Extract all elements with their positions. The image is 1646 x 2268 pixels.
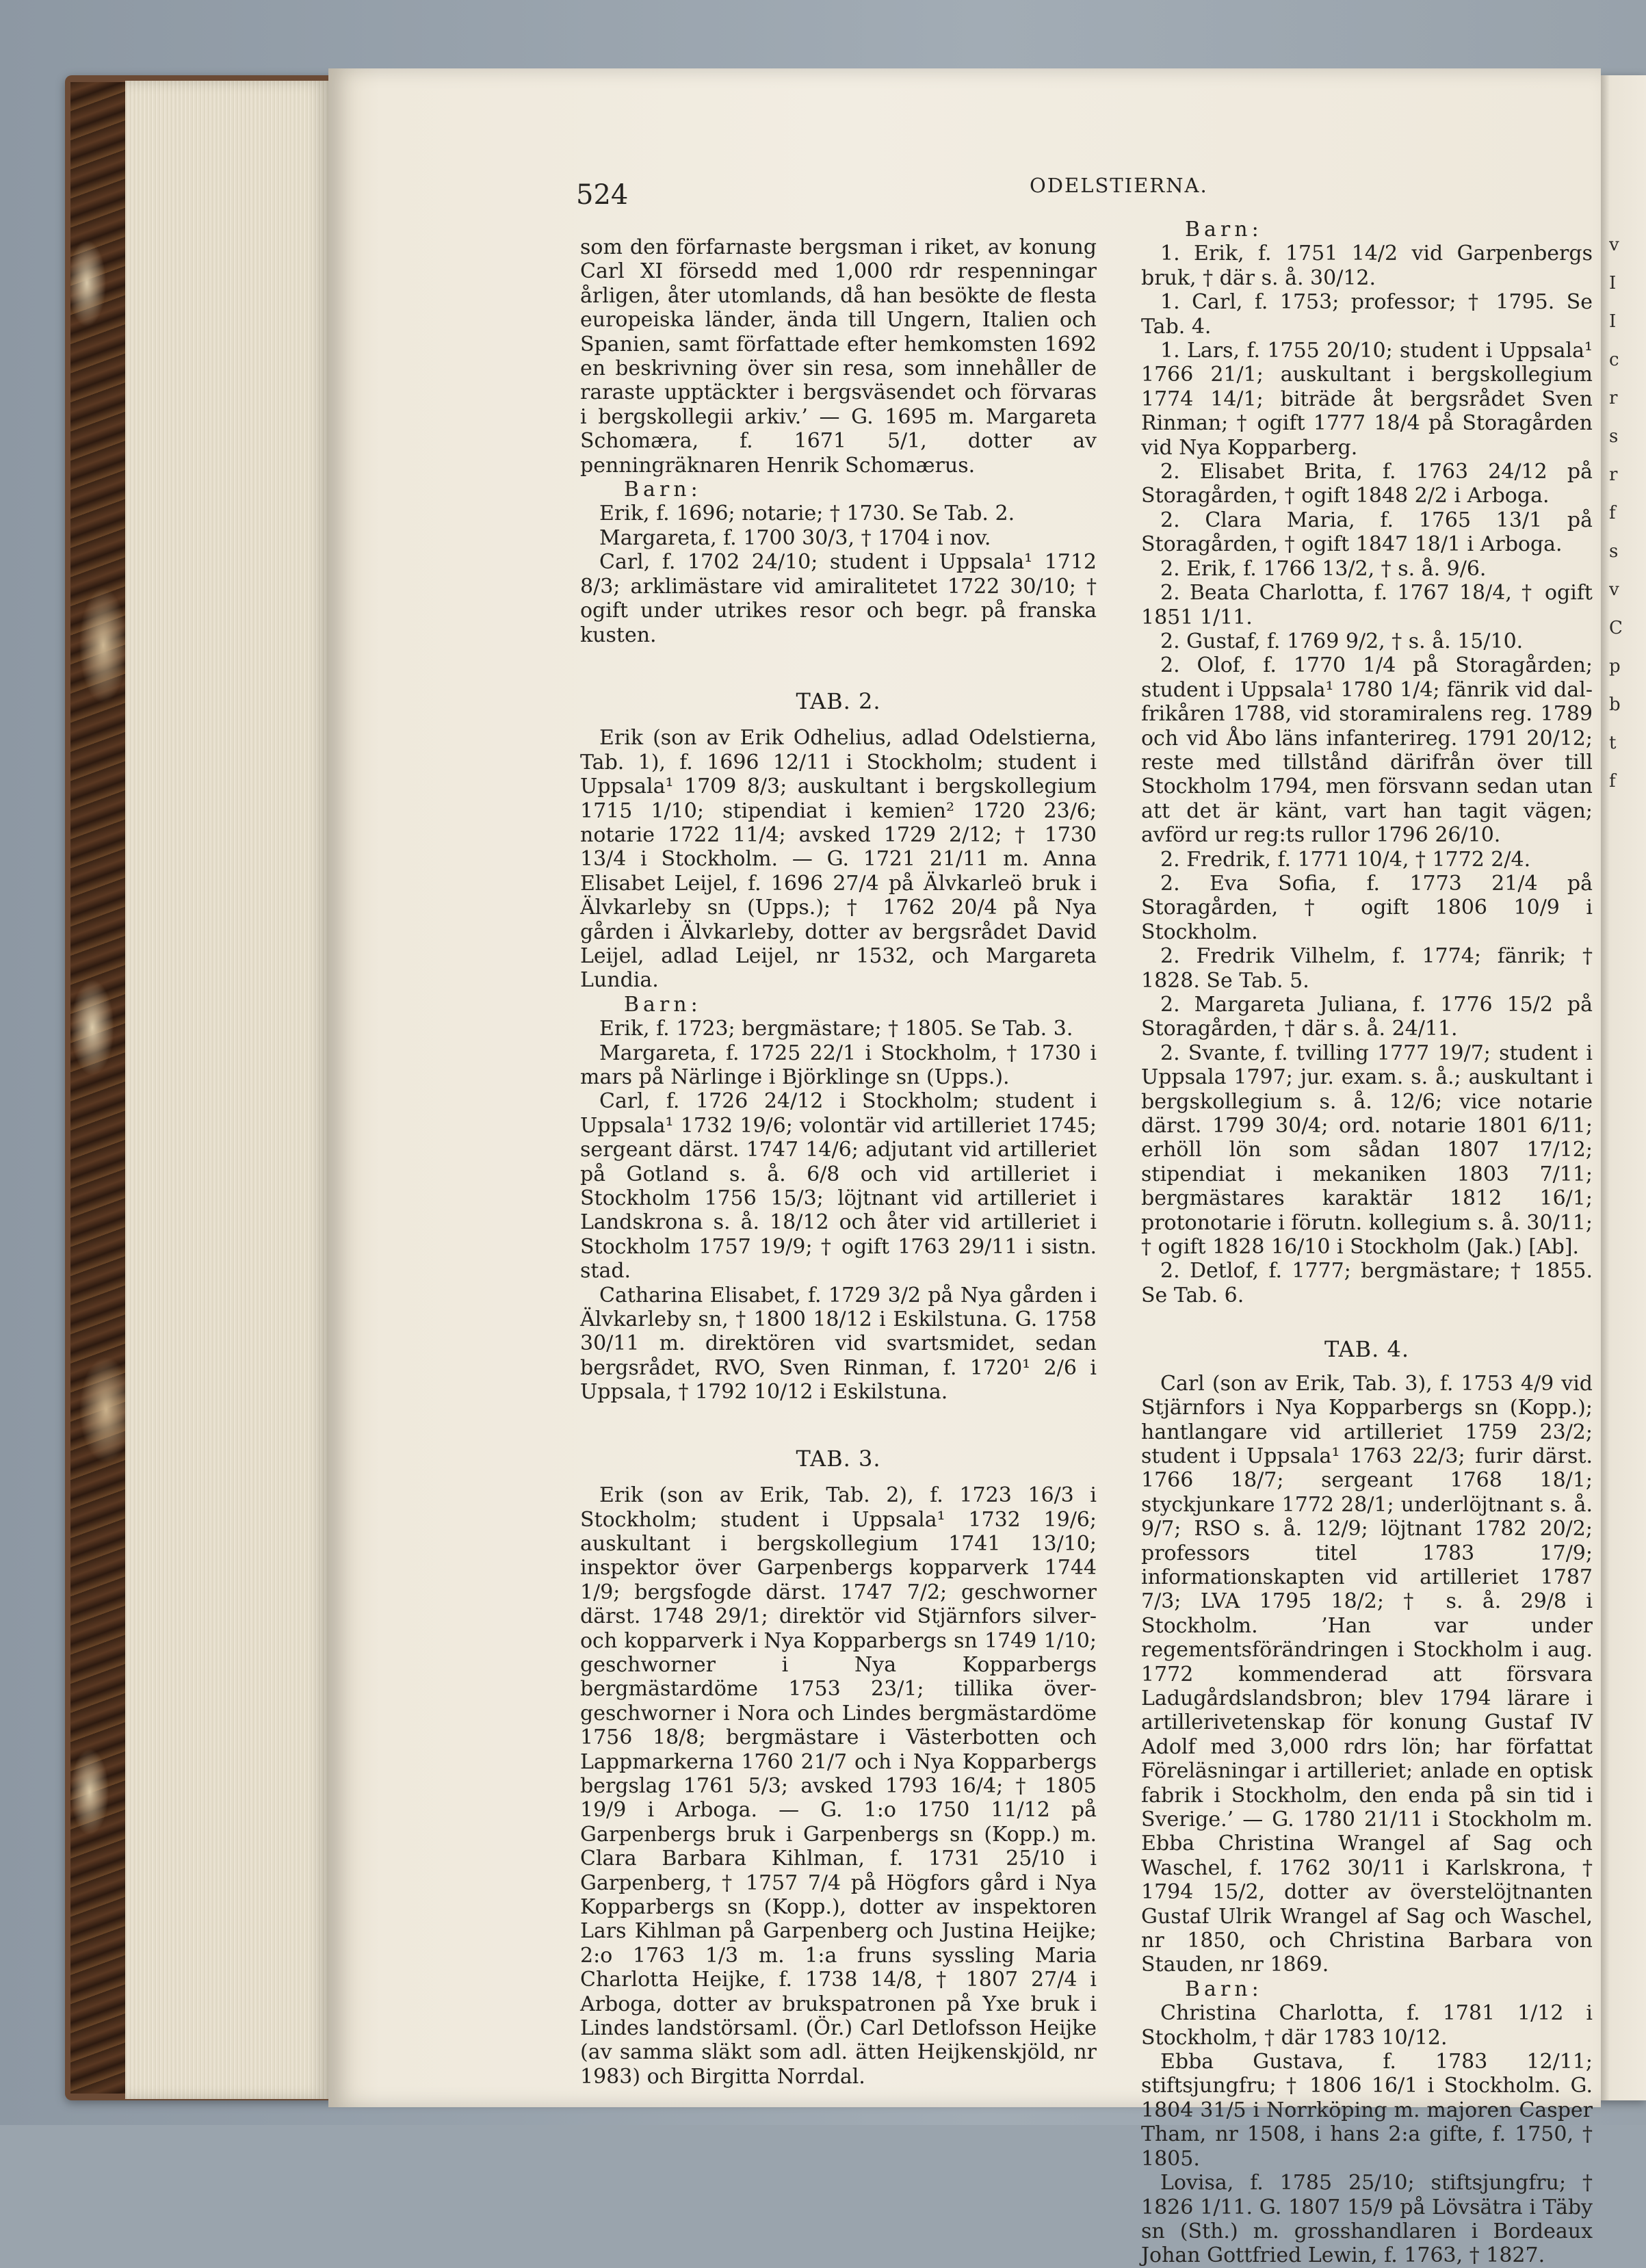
child-entry: Erik, f. 1723; bergmästare; † 1805. Se Tab. 3. bbox=[599, 1017, 1073, 1041]
children-label: Barn: bbox=[1185, 218, 1263, 242]
child-entry: 2. Clara Maria, f. 1765 13/1 på Storagården, † ogift 1847 18/1 i Arboga. bbox=[1141, 508, 1593, 557]
child-entry: Erik, f. 1696; notarie; † 1730. Se Tab. 2. bbox=[599, 501, 1015, 526]
next-page-fragment: p bbox=[1609, 656, 1621, 677]
children-label: Barn: bbox=[624, 992, 702, 1017]
child-entry: Carl, f. 1702 24/10; student i Uppsala¹ 1712 8/3; arklimästare vid amiralitetet 1722 30/10; † ogift under utrikes resor och begr. på franska kusten. bbox=[580, 550, 1097, 647]
child-entry: 2. Olof, f. 1770 1/4 på Storagården; student i Uppsala¹ 1780 1/4; fänrik vid dal-frikåren 1788, vid storamiralens reg. 1789 och vid Åbo läns infanterireg. 1791 20/12; reste med tillstånd därifrån över till Stockholm 1794, men försvann sedan utan att det är känt, vart han tagit vägen; avförd ur reg:ts rullor 1796 26/10. bbox=[1141, 653, 1593, 848]
child-entry: 2. Erik, f. 1766 13/2, † s. å. 9/6. bbox=[1160, 556, 1487, 581]
body-paragraph: som den förfarnaste bergsman i riket, av konung Carl XI försedd med 1,000 rdr respenningar årligen, åter utomlands, då han besökte de flesta europeiska länder, ända till Ungern, Italien och Spanien, samt författade efter hemkomsten 1692 en beskrivning över sin resa, som innehåller de raraste upptäckter i bergsväsendet och förvaras i bergskollegii arkiv.’ — G. 1695 m. Margareta Schomæra, f. 1671 5/1, dotter av penningräknaren Henrik Schomærus. bbox=[580, 235, 1097, 478]
next-page-fragment: I bbox=[1609, 311, 1617, 332]
children-label: Barn: bbox=[1185, 1977, 1263, 2001]
next-page-fragment: b bbox=[1609, 694, 1621, 715]
child-entry: 2. Eva Sofia, f. 1773 21/4 på Storagården, † ogift 1806 10/9 i Stockholm. bbox=[1141, 871, 1593, 944]
child-entry: Catharina Elisabet, f. 1729 3/2 på Nya gården i Älvkarleby sn, † 1800 18/12 i Eskilstuna. G. 1758 30/11 m. direktören vid svartsmidet, sedan bergsrådet, RVO, Sven Rinman, f. 1720¹ 2/6 i Uppsala, † 1792 10/12 i Eskilstuna. bbox=[580, 1283, 1097, 1405]
child-entry: 2. Elisabet Brita, f. 1763 24/12 på Storagården, † ogift 1848 2/2 i Arboga. bbox=[1141, 460, 1593, 508]
body-paragraph: Erik (son av Erik Odhelius, adlad Odelstierna, Tab. 1), f. 1696 12/11 i Stockholm; student i Uppsala¹ 1709 8/3; auskultant i bergskollegium 1715 1/10; stipendiat i kemien² 1720 23/6; notarie 1722 11/4; avsked 1729 2/12; † 1730 13/4 i Stockholm. — G. 1721 21/11 m. Anna Elisabet Leijel, f. 1696 27/4 på Älvkarleö bruk i Älvkarleby sn (Upps.); † 1762 20/4 på Nya gården i Älvkarleby, dotter av bergsrådet David Leijel, adlad Leijel, nr 1532, och Margareta Lundia. bbox=[580, 726, 1097, 993]
child-entry: Margareta, f. 1725 22/1 i Stockholm, † 1730 i mars på Närlinge i Björklinge sn (Upps.). bbox=[580, 1041, 1097, 1089]
next-page-fragment: v bbox=[1609, 235, 1619, 255]
child-entry: Christina Charlotta, f. 1781 1/12 i Stockholm, † där 1783 10/12. bbox=[1141, 2001, 1593, 2050]
children-label: Barn: bbox=[624, 478, 702, 502]
right-column bbox=[1141, 218, 1593, 2268]
next-page-fragment: r bbox=[1609, 465, 1618, 485]
section-heading: TAB. 3. bbox=[796, 1445, 881, 1472]
next-page-fragment: s bbox=[1609, 541, 1619, 562]
body-paragraph: Erik (son av Erik, Tab. 2), f. 1723 16/3 i Stockholm; student i Uppsala¹ 1732 19/6; auskultant i bergskollegium 1741 13/10; inspektor över Garpenbergs kopparverk 1744 1/9; bergsfogde därst. 1747 7/2; geschworner därst. 1748 29/1; direktör vid Stjärnfors silver- och kopparverk i Nya Kopparbergs sn 1749 1/10; geschworner i Nya Kopparbergs bergmästardöme 1753 23/1; tillika över-geschworner i Nora och Lindes bergmästardöme 1756 18/8; bergmästare i Västerbotten och Lappmarkerna 1760 21/7 och i Nya Kopparbergs bergslag 1761 5/3; avsked 1793 16/4; † 1805 19/9 i Arboga. — G. 1:o 1750 11/12 på Garpenbergs bruk i Garpenbergs sn (Kopp.) m. Clara Barbara Kihlman, f. 1731 25/10 i Garpenberg, † 1757 7/4 på Högfors gård i Nya Kopparbergs sn (Kopp.), dotter av inspektoren Lars Kihlman på Garpenberg och Justina Heijke; 2:o 1763 1/3 m. 1:a fruns syssling Maria Charlotta Heijke, f. 1738 14/8, † 1807 27/4 i Arboga, dotter av brukspatronen på Yxe bruk i Lindes landstörsaml. (Ör.) Carl Detlofsson Heijke (av samma släkt som adl. ätten Heijkenskjöld, nr 1983) och Birgitta Norrdal. bbox=[580, 1483, 1097, 2089]
next-page-fragment: v bbox=[1609, 579, 1619, 600]
child-entry: Lovisa, f. 1785 25/10; stiftsjungfru; † 1826 1/11. G. 1807 15/9 på Lövsätra i Täby sn (Sth.) m. grosshandlaren i Bordeaux Johan Gottfried Lewin, f. 1763, † 1827. bbox=[1141, 2171, 1593, 2268]
child-entry: 2. Fredrik Vilhelm, f. 1774; fänrik; † 1828. Se Tab. 5. bbox=[1141, 944, 1593, 993]
next-page-fragment: r bbox=[1609, 388, 1618, 408]
next-page-fragment: C bbox=[1609, 618, 1623, 638]
child-entry: 2. Beata Charlotta, f. 1767 18/4, † ogift 1851 1/11. bbox=[1141, 581, 1593, 629]
child-entry: 2. Gustaf, f. 1769 9/2, † s. å. 15/10. bbox=[1160, 629, 1524, 653]
child-entry: Margareta, f. 1700 30/3, † 1704 i nov. bbox=[599, 525, 991, 550]
running-head: ODELSTIERNA. bbox=[1030, 174, 1208, 197]
next-page-fragment: t bbox=[1609, 733, 1617, 753]
next-page-fragment: c bbox=[1609, 350, 1619, 370]
child-entry: 2. Fredrik, f. 1771 10/4, † 1772 2/4. bbox=[1160, 847, 1531, 872]
child-entry: Carl, f. 1726 24/12 i Stockholm; student i Uppsala¹ 1732 19/6; volontär vid artilleriet 1745; sergeant därst. 1747 14/6; adjutant vid artilleriet på Gotland s. å. 6/8 och vid artilleriet i Stockholm 1756 15/3; löjtnant vid artilleriet i Landskrona s. å. 18/12 och åter vid artilleriet i Stockholm 1757 19/9; † ogift 1763 29/11 i sistn. stad. bbox=[580, 1089, 1097, 1283]
child-entry: 2. Detlof, f. 1777; bergmästare; † 1855. Se Tab. 6. bbox=[1141, 1259, 1593, 1307]
child-entry: Ebba Gustava, f. 1783 12/11; stiftsjungfru; † 1806 16/1 i Stockholm. G. 1804 31/5 i Norrköping m. majoren Casper Tham, nr 1508, i hans 2:a gifte, f. 1750, † 1805. bbox=[1141, 2050, 1593, 2171]
page-block-edge bbox=[125, 81, 330, 2099]
child-entry: 1. Carl, f. 1753; professor; † 1795. Se Tab. 4. bbox=[1141, 290, 1593, 339]
section-heading: TAB. 4. bbox=[1324, 1336, 1410, 1363]
child-entry: 2. Margareta Juliana, f. 1776 15/2 på Storagården, † där s. å. 24/11. bbox=[1141, 993, 1593, 1041]
page-number: 524 bbox=[576, 179, 629, 211]
next-page-fragment: f bbox=[1609, 771, 1616, 792]
next-page-fragment: s bbox=[1609, 426, 1619, 447]
child-entry: 2. Svante, f. tvilling 1777 19/7; student i Uppsala 1797; jur. exam. s. å.; auskultant i bergskollegium s. å. 12/6; vice notarie därst. 1799 30/4; ord. notarie 1801 6/11; erhöll lön som sådan 1807 17/12; stipendiat i mekaniken 1803 7/11; bergmästares karaktär 1812 16/1; protonotarie i förutn. kollegium s. å. 30/11; † ogift 1828 16/10 i Stockholm (Jak.) [Ab]. bbox=[1141, 1041, 1593, 1260]
child-entry: 1. Erik, f. 1751 14/2 vid Garpenbergs bruk, † där s. å. 30/12. bbox=[1141, 242, 1593, 290]
section-heading: TAB. 2. bbox=[796, 688, 881, 714]
child-entry: 1. Lars, f. 1755 20/10; student i Uppsala¹ 1766 21/1; auskultant i bergskollegium 1774 14/1; biträde åt bergsrådet Sven Rinman; † ogift 1777 18/4 på Storagården vid Nya Kopparberg. bbox=[1141, 339, 1593, 460]
marbled-edge bbox=[70, 82, 125, 2094]
left-column bbox=[580, 235, 1097, 2089]
next-page-fragment: f bbox=[1609, 503, 1616, 523]
body-paragraph: Carl (son av Erik, Tab. 3), f. 1753 4/9 vid Stjärnfors i Nya Kopparbergs sn (Kopp.); hantlangare vid artilleriet 1759 23/2; student i Uppsala¹ 1763 22/3; furir därst. 1766 18/7; sergeant 1768 18/1; styckjunkare 1772 28/1; underlöjtnant s. å. 9/7; RSO s. å. 12/9; löjtnant 1782 20/2; professors titel 1783 17/9; informationskapten vid artilleriet 1787 7/3; LVA 1795 18/2; † s. å. 29/8 i Stockholm. ’Han var under regementsförändringen i Stockholm i aug. 1772 kommenderad att försvara Ladugårdslandsbron; blev 1794 lärare i artillerivetenskap för konung Gustaf IV Adolf med 3,000 rdrs lön; har författat Föreläsningar i artilleriet; anlade en optisk fabrik i Stockholm, den enda på sin tid i Sverige.’ — G. 1780 21/11 i Stockholm m. Ebba Christina Wrangel af Sag och Waschel, f. 1762 30/11 i Karlskrona, † 1794 15/2, dotter av överstelöjtnanten Gustaf Ulrik Wrangel af Sag och Waschel, nr 1850, och Christina Barbara von Stauden, nr 1869. bbox=[1141, 1371, 1593, 1977]
next-page-fragment: I bbox=[1609, 273, 1617, 294]
next-page-fragments bbox=[1609, 226, 1643, 800]
